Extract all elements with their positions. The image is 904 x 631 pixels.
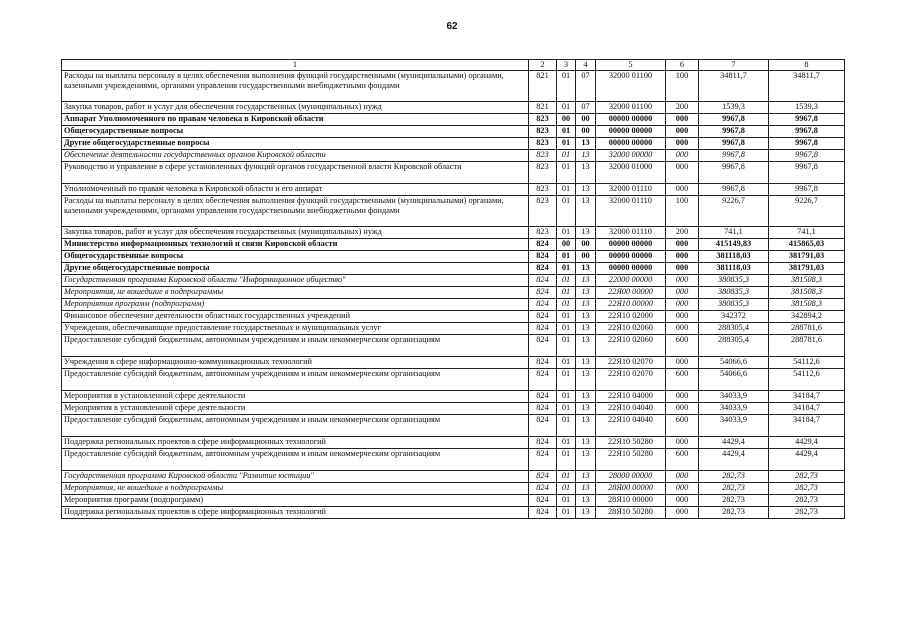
amount-cell: 54112,6 <box>769 357 845 369</box>
row-name-cell: Мероприятия в установленной сфере деятельности <box>62 403 529 415</box>
table-row <box>62 507 845 519</box>
column-header: 1 <box>62 60 529 71</box>
expense-type-cell: 000 <box>666 471 699 483</box>
amount-cell: 34184,7 <box>769 403 845 415</box>
target-article-cell: 00000 00000 <box>596 239 666 251</box>
ministry-code-cell: 824 <box>529 369 557 391</box>
amount-cell: 342894,2 <box>769 311 845 323</box>
table-row <box>62 335 845 357</box>
subsection-code-cell: 13 <box>576 227 596 239</box>
subsection-code-cell: 00 <box>576 114 596 126</box>
ministry-code-cell: 824 <box>529 335 557 357</box>
amount-cell: 54112,6 <box>769 369 845 391</box>
amount-cell: 9226,7 <box>769 196 845 227</box>
subsection-code-cell: 13 <box>576 449 596 471</box>
row-name-cell: Мероприятия, не вошедшие в подпрограммы <box>62 483 529 495</box>
section-code-cell: 01 <box>557 391 576 403</box>
row-name-cell: Предоставление субсидий бюджетным, автономным учреждениям и иным некоммерческим организациям <box>62 369 529 391</box>
target-article-cell: 32000 01110 <box>596 227 666 239</box>
amount-cell: 381508,3 <box>769 299 845 311</box>
subsection-code-cell: 13 <box>576 357 596 369</box>
amount-cell: 9967,8 <box>769 138 845 150</box>
section-code-cell: 00 <box>557 239 576 251</box>
expense-type-cell: 100 <box>666 196 699 227</box>
amount-cell: 34184,7 <box>769 391 845 403</box>
amount-cell: 380835,3 <box>699 275 769 287</box>
row-name-cell: Учреждения в сфере информационно-коммуникационных технологий <box>62 357 529 369</box>
row-name-cell: Аппарат Уполномоченного по правам человека в Кировской области <box>62 114 529 126</box>
amount-cell: 288781,6 <box>769 323 845 335</box>
table-row <box>62 263 845 275</box>
table-row <box>62 251 845 263</box>
expense-type-cell: 000 <box>666 495 699 507</box>
target-article-cell: 00000 00000 <box>596 263 666 275</box>
section-code-cell: 01 <box>557 138 576 150</box>
row-name-cell: Государственная программа Кировской области "Информационное общество" <box>62 275 529 287</box>
ministry-code-cell: 824 <box>529 483 557 495</box>
target-article-cell: 22Я10 04000 <box>596 391 666 403</box>
table-row <box>62 311 845 323</box>
amount-cell: 9967,8 <box>769 150 845 162</box>
target-article-cell: 22Я10 02060 <box>596 335 666 357</box>
amount-cell: 9967,8 <box>769 184 845 196</box>
ministry-code-cell: 821 <box>529 102 557 114</box>
amount-cell: 381508,3 <box>769 275 845 287</box>
subsection-code-cell: 07 <box>576 71 596 102</box>
amount-cell: 415149,83 <box>699 239 769 251</box>
table-row <box>62 449 845 471</box>
table-row <box>62 227 845 239</box>
expense-type-cell: 000 <box>666 287 699 299</box>
row-name-cell: Мероприятия, не вошедшие в подпрограммы <box>62 287 529 299</box>
ministry-code-cell: 823 <box>529 184 557 196</box>
ministry-code-cell: 824 <box>529 471 557 483</box>
row-name-cell: Мероприятия программ (подпрограмм) <box>62 495 529 507</box>
subsection-code-cell: 00 <box>576 251 596 263</box>
row-name-cell: Поддержка региональных проектов в сфере информационных технологий <box>62 507 529 519</box>
ministry-code-cell: 824 <box>529 311 557 323</box>
section-code-cell: 00 <box>557 114 576 126</box>
ministry-code-cell: 823 <box>529 196 557 227</box>
amount-cell: 9967,8 <box>699 138 769 150</box>
amount-cell: 282,73 <box>769 471 845 483</box>
table-body <box>62 71 845 519</box>
expense-type-cell: 000 <box>666 483 699 495</box>
expense-type-cell: 000 <box>666 126 699 138</box>
section-code-cell: 01 <box>557 403 576 415</box>
amount-cell: 9967,8 <box>769 114 845 126</box>
amount-cell: 34811,7 <box>699 71 769 102</box>
expense-type-cell: 000 <box>666 138 699 150</box>
subsection-code-cell: 13 <box>576 263 596 275</box>
row-name-cell: Предоставление субсидий бюджетным, автономным учреждениям и иным некоммерческим организациям <box>62 415 529 437</box>
column-header: 6 <box>666 60 699 71</box>
amount-cell: 282,73 <box>699 495 769 507</box>
ministry-code-cell: 823 <box>529 126 557 138</box>
expense-type-cell: 000 <box>666 403 699 415</box>
amount-cell: 1539,3 <box>699 102 769 114</box>
target-article-cell: 22Я10 00000 <box>596 299 666 311</box>
section-code-cell: 01 <box>557 126 576 138</box>
expense-type-cell: 000 <box>666 299 699 311</box>
amount-cell: 415865,03 <box>769 239 845 251</box>
ministry-code-cell: 824 <box>529 449 557 471</box>
row-name-cell: Учреждения, обеспечивающие предоставление государственных и муниципальных услуг <box>62 323 529 335</box>
row-name-cell: Закупка товаров, работ и услуг для обеспечения государственных (муниципальных) нужд <box>62 227 529 239</box>
target-article-cell: 22Я10 02070 <box>596 357 666 369</box>
expense-type-cell: 000 <box>666 507 699 519</box>
amount-cell: 282,73 <box>699 471 769 483</box>
section-code-cell: 01 <box>557 449 576 471</box>
section-code-cell: 01 <box>557 71 576 102</box>
subsection-code-cell: 13 <box>576 335 596 357</box>
amount-cell: 282,73 <box>769 507 845 519</box>
expense-type-cell: 000 <box>666 251 699 263</box>
expense-type-cell: 000 <box>666 311 699 323</box>
expense-type-cell: 000 <box>666 357 699 369</box>
amount-cell: 381118,03 <box>699 263 769 275</box>
target-article-cell: 22Я10 50280 <box>596 449 666 471</box>
subsection-code-cell: 13 <box>576 150 596 162</box>
column-header: 8 <box>769 60 845 71</box>
table-row <box>62 471 845 483</box>
amount-cell: 9967,8 <box>699 184 769 196</box>
target-article-cell: 00000 00000 <box>596 126 666 138</box>
section-code-cell: 01 <box>557 495 576 507</box>
subsection-code-cell: 13 <box>576 287 596 299</box>
ministry-code-cell: 821 <box>529 71 557 102</box>
subsection-code-cell: 13 <box>576 437 596 449</box>
row-name-cell: Другие общегосударственные вопросы <box>62 263 529 275</box>
amount-cell: 34033,9 <box>699 415 769 437</box>
ministry-code-cell: 824 <box>529 287 557 299</box>
row-name-cell: Финансовое обеспечение деятельности областных государственных учреждений <box>62 311 529 323</box>
ministry-code-cell: 823 <box>529 227 557 239</box>
row-name-cell: Руководство и управление в сфере установленных функций органов государственной власти Кировской области <box>62 162 529 184</box>
subsection-code-cell: 13 <box>576 162 596 184</box>
subsection-code-cell: 07 <box>576 102 596 114</box>
target-article-cell: 00000 00000 <box>596 114 666 126</box>
table-row <box>62 196 845 227</box>
target-article-cell: 28Я10 50280 <box>596 507 666 519</box>
table-row <box>62 415 845 437</box>
target-article-cell: 00000 00000 <box>596 251 666 263</box>
ministry-code-cell: 824 <box>529 495 557 507</box>
ministry-code-cell: 824 <box>529 263 557 275</box>
ministry-code-cell: 824 <box>529 437 557 449</box>
table-row <box>62 162 845 184</box>
amount-cell: 381791,03 <box>769 263 845 275</box>
target-article-cell: 32000 00000 <box>596 150 666 162</box>
amount-cell: 282,73 <box>769 483 845 495</box>
amount-cell: 380835,3 <box>699 287 769 299</box>
row-name-cell: Уполномоченный по правам человека в Кировской области и его аппарат <box>62 184 529 196</box>
target-article-cell: 32000 01100 <box>596 102 666 114</box>
ministry-code-cell: 824 <box>529 507 557 519</box>
ministry-code-cell: 824 <box>529 299 557 311</box>
table-row <box>62 126 845 138</box>
target-article-cell: 22Я10 02070 <box>596 369 666 391</box>
amount-cell: 381508,3 <box>769 287 845 299</box>
amount-cell: 9967,8 <box>699 114 769 126</box>
table-row <box>62 239 845 251</box>
ministry-code-cell: 824 <box>529 251 557 263</box>
column-header: 7 <box>699 60 769 71</box>
row-name-cell: Мероприятия в установленной сфере деятельности <box>62 391 529 403</box>
ministry-code-cell: 823 <box>529 150 557 162</box>
page-number: 62 <box>446 21 458 32</box>
ministry-code-cell: 824 <box>529 323 557 335</box>
table-row <box>62 102 845 114</box>
expense-type-cell: 100 <box>666 71 699 102</box>
table-row <box>62 495 845 507</box>
amount-cell: 34033,9 <box>699 391 769 403</box>
ministry-code-cell: 824 <box>529 357 557 369</box>
row-name-cell: Мероприятия программ (подпрограмм) <box>62 299 529 311</box>
table-row <box>62 287 845 299</box>
ministry-code-cell: 823 <box>529 138 557 150</box>
section-code-cell: 01 <box>557 507 576 519</box>
target-article-cell: 00000 00000 <box>596 138 666 150</box>
amount-cell: 4429,4 <box>699 449 769 471</box>
table-row <box>62 184 845 196</box>
amount-cell: 282,73 <box>699 483 769 495</box>
subsection-code-cell: 00 <box>576 239 596 251</box>
table-row <box>62 150 845 162</box>
section-code-cell: 01 <box>557 251 576 263</box>
amount-cell: 288305,4 <box>699 323 769 335</box>
amount-cell: 54066,6 <box>699 357 769 369</box>
column-header: 4 <box>576 60 596 71</box>
target-article-cell: 32000 01100 <box>596 71 666 102</box>
row-name-cell: Предоставление субсидий бюджетным, автономным учреждениям и иным некоммерческим организациям <box>62 449 529 471</box>
ministry-code-cell: 824 <box>529 415 557 437</box>
row-name-cell: Расходы на выплаты персоналу в целях обеспечения выполнения функций государственными (муниципальными) органами, казенными учреждениями, органами управления государственными внебюджетными фондами <box>62 196 529 227</box>
section-code-cell: 01 <box>557 369 576 391</box>
ministry-code-cell: 824 <box>529 391 557 403</box>
ministry-code-cell: 824 <box>529 275 557 287</box>
target-article-cell: 32000 01110 <box>596 184 666 196</box>
section-code-cell: 01 <box>557 162 576 184</box>
subsection-code-cell: 13 <box>576 403 596 415</box>
amount-cell: 741,1 <box>769 227 845 239</box>
subsection-code-cell: 13 <box>576 507 596 519</box>
subsection-code-cell: 13 <box>576 495 596 507</box>
table-row <box>62 357 845 369</box>
target-article-cell: 22Я10 02000 <box>596 311 666 323</box>
target-article-cell: 28Я00 00000 <box>596 483 666 495</box>
section-code-cell: 01 <box>557 275 576 287</box>
amount-cell: 9967,8 <box>769 126 845 138</box>
expense-type-cell: 000 <box>666 150 699 162</box>
expense-type-cell: 000 <box>666 184 699 196</box>
amount-cell: 9967,8 <box>699 162 769 184</box>
section-code-cell: 01 <box>557 102 576 114</box>
table-row <box>62 369 845 391</box>
target-article-cell: 22Я10 50280 <box>596 437 666 449</box>
table-row <box>62 323 845 335</box>
amount-cell: 282,73 <box>769 495 845 507</box>
expense-type-cell: 000 <box>666 275 699 287</box>
amount-cell: 288305,4 <box>699 335 769 357</box>
subsection-code-cell: 13 <box>576 138 596 150</box>
section-code-cell: 01 <box>557 227 576 239</box>
expense-type-cell: 200 <box>666 102 699 114</box>
section-code-cell: 01 <box>557 184 576 196</box>
expense-type-cell: 200 <box>666 227 699 239</box>
amount-cell: 4429,4 <box>769 449 845 471</box>
subsection-code-cell: 13 <box>576 471 596 483</box>
header-row <box>62 60 845 71</box>
target-article-cell: 22Я10 04040 <box>596 415 666 437</box>
row-name-cell: Министерство информационных технологий и связи Кировской области <box>62 239 529 251</box>
column-header: 5 <box>596 60 666 71</box>
amount-cell: 381118,03 <box>699 251 769 263</box>
amount-cell: 380835,3 <box>699 299 769 311</box>
subsection-code-cell: 13 <box>576 275 596 287</box>
subsection-code-cell: 13 <box>576 196 596 227</box>
column-header: 2 <box>529 60 557 71</box>
amount-cell: 381791,03 <box>769 251 845 263</box>
subsection-code-cell: 13 <box>576 415 596 437</box>
section-code-cell: 01 <box>557 287 576 299</box>
budget-table <box>61 59 845 519</box>
table-row <box>62 275 845 287</box>
ministry-code-cell: 824 <box>529 239 557 251</box>
amount-cell: 34033,9 <box>699 403 769 415</box>
section-code-cell: 01 <box>557 196 576 227</box>
subsection-code-cell: 13 <box>576 369 596 391</box>
section-code-cell: 01 <box>557 437 576 449</box>
amount-cell: 54066,6 <box>699 369 769 391</box>
row-name-cell: Общегосударственные вопросы <box>62 251 529 263</box>
target-article-cell: 22000 00000 <box>596 275 666 287</box>
expense-type-cell: 600 <box>666 415 699 437</box>
target-article-cell: 28000 00000 <box>596 471 666 483</box>
row-name-cell: Расходы на выплаты персоналу в целях обеспечения выполнения функций государственными (муниципальными) органами, казенными учреждениями, органами управления государственными внебюджетными фондами <box>62 71 529 102</box>
amount-cell: 9967,8 <box>699 150 769 162</box>
ministry-code-cell: 823 <box>529 114 557 126</box>
section-code-cell: 01 <box>557 150 576 162</box>
table-row <box>62 299 845 311</box>
amount-cell: 741,1 <box>699 227 769 239</box>
section-code-cell: 01 <box>557 311 576 323</box>
row-name-cell: Государственная программа Кировской области "Развитие юстиции" <box>62 471 529 483</box>
expense-type-cell: 600 <box>666 449 699 471</box>
section-code-cell: 01 <box>557 483 576 495</box>
amount-cell: 9967,8 <box>699 126 769 138</box>
expense-type-cell: 600 <box>666 369 699 391</box>
target-article-cell: 22Я10 02060 <box>596 323 666 335</box>
table-row <box>62 483 845 495</box>
expense-type-cell: 000 <box>666 437 699 449</box>
row-name-cell: Общегосударственные вопросы <box>62 126 529 138</box>
target-article-cell: 22Я00 00000 <box>596 287 666 299</box>
row-name-cell: Предоставление субсидий бюджетным, автономным учреждениям и иным некоммерческим организациям <box>62 335 529 357</box>
amount-cell: 9226,7 <box>699 196 769 227</box>
amount-cell: 34811,7 <box>769 71 845 102</box>
expense-type-cell: 000 <box>666 263 699 275</box>
section-code-cell: 01 <box>557 357 576 369</box>
subsection-code-cell: 13 <box>576 184 596 196</box>
amount-cell: 4429,4 <box>699 437 769 449</box>
subsection-code-cell: 00 <box>576 126 596 138</box>
section-code-cell: 01 <box>557 471 576 483</box>
subsection-code-cell: 13 <box>576 391 596 403</box>
amount-cell: 4429,4 <box>769 437 845 449</box>
amount-cell: 282,73 <box>699 507 769 519</box>
row-name-cell: Закупка товаров, работ и услуг для обеспечения государственных (муниципальных) нужд <box>62 102 529 114</box>
expense-type-cell: 000 <box>666 239 699 251</box>
section-code-cell: 01 <box>557 415 576 437</box>
ministry-code-cell: 823 <box>529 162 557 184</box>
subsection-code-cell: 13 <box>576 483 596 495</box>
subsection-code-cell: 13 <box>576 299 596 311</box>
table-row <box>62 114 845 126</box>
amount-cell: 34184,7 <box>769 415 845 437</box>
amount-cell: 1539,3 <box>769 102 845 114</box>
amount-cell: 288781,6 <box>769 335 845 357</box>
table-row <box>62 71 845 102</box>
table-row <box>62 138 845 150</box>
amount-cell: 9967,8 <box>769 162 845 184</box>
target-article-cell: 32000 01110 <box>596 196 666 227</box>
section-code-cell: 01 <box>557 323 576 335</box>
table-row <box>62 391 845 403</box>
subsection-code-cell: 13 <box>576 323 596 335</box>
expense-type-cell: 000 <box>666 162 699 184</box>
expense-type-cell: 000 <box>666 391 699 403</box>
table-row <box>62 403 845 415</box>
row-name-cell: Другие общегосударственные вопросы <box>62 138 529 150</box>
table-row <box>62 437 845 449</box>
expense-type-cell: 600 <box>666 335 699 357</box>
section-code-cell: 01 <box>557 299 576 311</box>
expense-type-cell: 000 <box>666 323 699 335</box>
column-header: 3 <box>557 60 576 71</box>
target-article-cell: 32000 01000 <box>596 162 666 184</box>
expense-type-cell: 000 <box>666 114 699 126</box>
section-code-cell: 01 <box>557 335 576 357</box>
section-code-cell: 01 <box>557 263 576 275</box>
subsection-code-cell: 13 <box>576 311 596 323</box>
target-article-cell: 28Я10 00000 <box>596 495 666 507</box>
amount-cell: 342372 <box>699 311 769 323</box>
row-name-cell: Поддержка региональных проектов в сфере информационных технологий <box>62 437 529 449</box>
ministry-code-cell: 824 <box>529 403 557 415</box>
row-name-cell: Обеспечение деятельности государственных органов Кировской области <box>62 150 529 162</box>
target-article-cell: 22Я10 04040 <box>596 403 666 415</box>
